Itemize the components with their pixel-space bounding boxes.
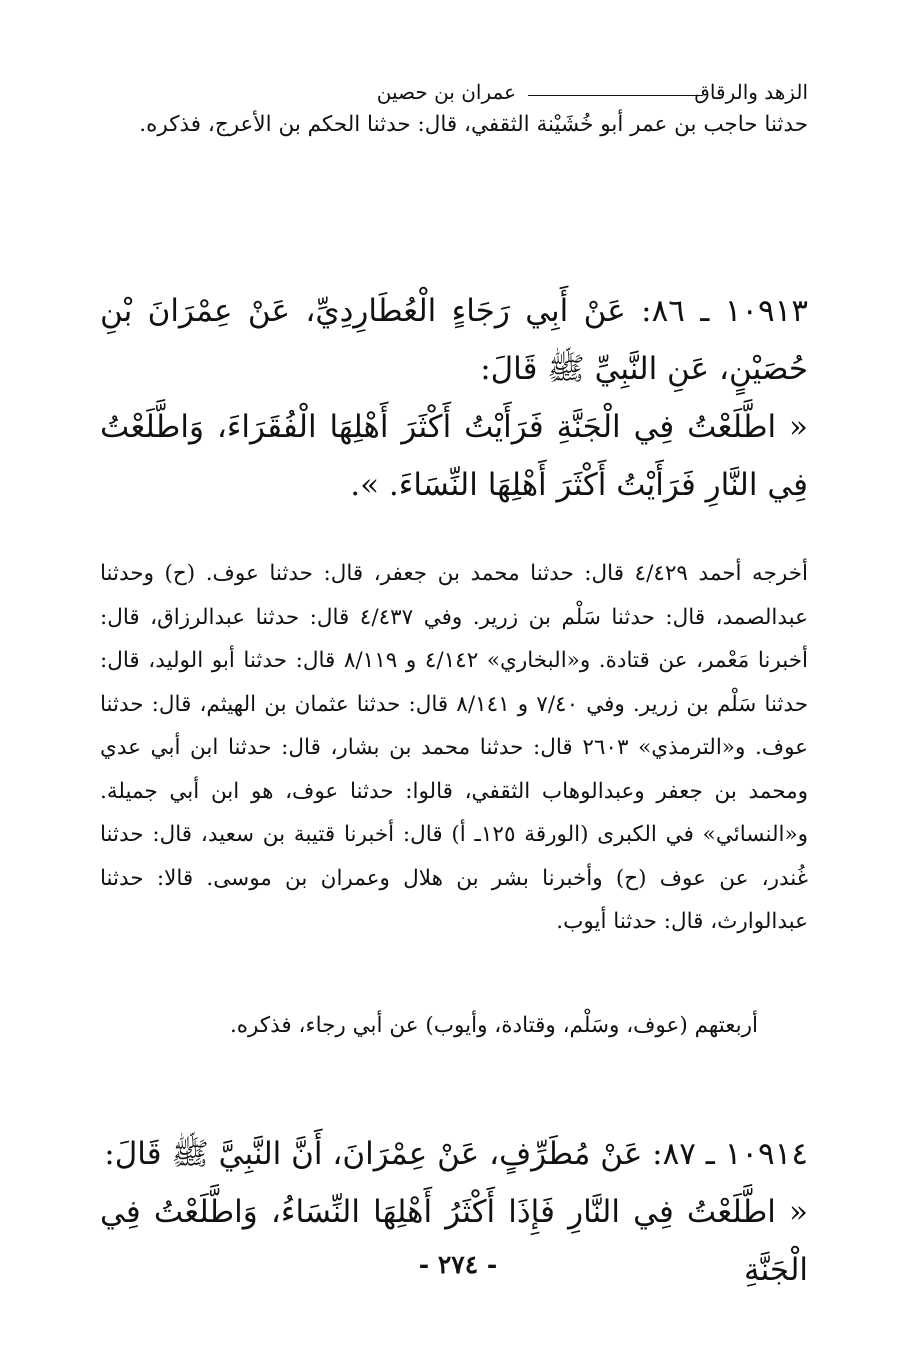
takhrij-paragraph: أخرجه أحمد ٤/٤٢٩ قال: حدثنا محمد بن جعفر، قال: حدثنا عوف. (ح) وحدثنا عبدالصمد، قال: حدثنا سَلْم بن زرير. وفي ٤/٤٣٧ قال: حدثنا عبدالرزاق، قال: أخبرنا مَعْمر، عن قتادة. و«البخاري» ٤/١٤٢ و ٨/١١٩ قال: حدثنا أبو الوليد، قال: حدثنا سَلْم بن زرير. وفي ٧/٤٠ و ٨/١٤١ قال: حدثنا عثمان بن الهيثم، قال: حدثنا عوف. و«الترمذي» ٢٦٠٣ قال: حدثنا محمد بن بشار، قال: حدثنا ابن أبي عدي ومحمد بن جعفر وعبدالوهاب الثقفي، قالوا: حدثنا عوف، هو ابن أبي جميلة. و«النسائي» في الكبرى (الورقة ١٢٥ـ أ) قال: أخبرنا قتيبة بن سعيد، قال: حدثنا غُندر، عن عوف (ح) وأخبرنا بشر بن هلال وعمران بن موسى. قالا: حدثنا عبدالوارث، قال: حدثنا أيوب. [100,561,809,934]
hadith-87-text: « اطَّلَعْتُ فِي النَّارِ فَإِذَا أَكْثَرُ أَهْلِهَا النِّسَاءُ، وَاطَّلَعْتُ فِي الْجَنَّةِ [100,1194,808,1288]
hadith-86 [100,282,808,514]
section-title: عمران بن حصين [376,80,516,104]
continuation-paragraph: حدثنا حاجب بن عمر أبو خُشَيْنة الثقفي، قال: حدثنا الحكم بن الأعرج، فذكره. [139,112,808,137]
hadith-86-text: « اطَّلَعْتُ فِي الْجَنَّةِ فَرَأَيْتُ أَكْثَرَ أَهْلِهَا الْفُقَرَاءَ، وَاطَّلَعْتُ فِي النَّارِ فَرَأَيْتُ أَكْثَرَ أَهْلِهَا النِّسَاءَ. ». [100,409,808,503]
book-title: الزهد والرقاق [694,80,808,104]
hadith-87-heading: ١٠٩١٤ ـ ٨٧: عَنْ مُطَرِّفٍ، عَنْ عِمْرَانَ، أَنَّ النَّبِيَّ ﷺ قَالَ: [104,1136,808,1172]
summary-paragraph: أربعتهم (عوف، وسَلْم، وقتادة، وأيوب) عن أبي رجاء، فذكره. [229,1013,758,1038]
page-number: - ٢٧٤ - [418,1250,498,1279]
header-rule [528,95,703,96]
hadith-86-heading: ١٠٩١٣ ـ ٨٦: عَنْ أَبِي رَجَاءٍ الْعُطَارِدِيِّ، عَنْ عِمْرَانَ بْنِ حُصَيْنٍ، عَنِ النَّبِيِّ ﷺ قَالَ: [100,293,808,387]
